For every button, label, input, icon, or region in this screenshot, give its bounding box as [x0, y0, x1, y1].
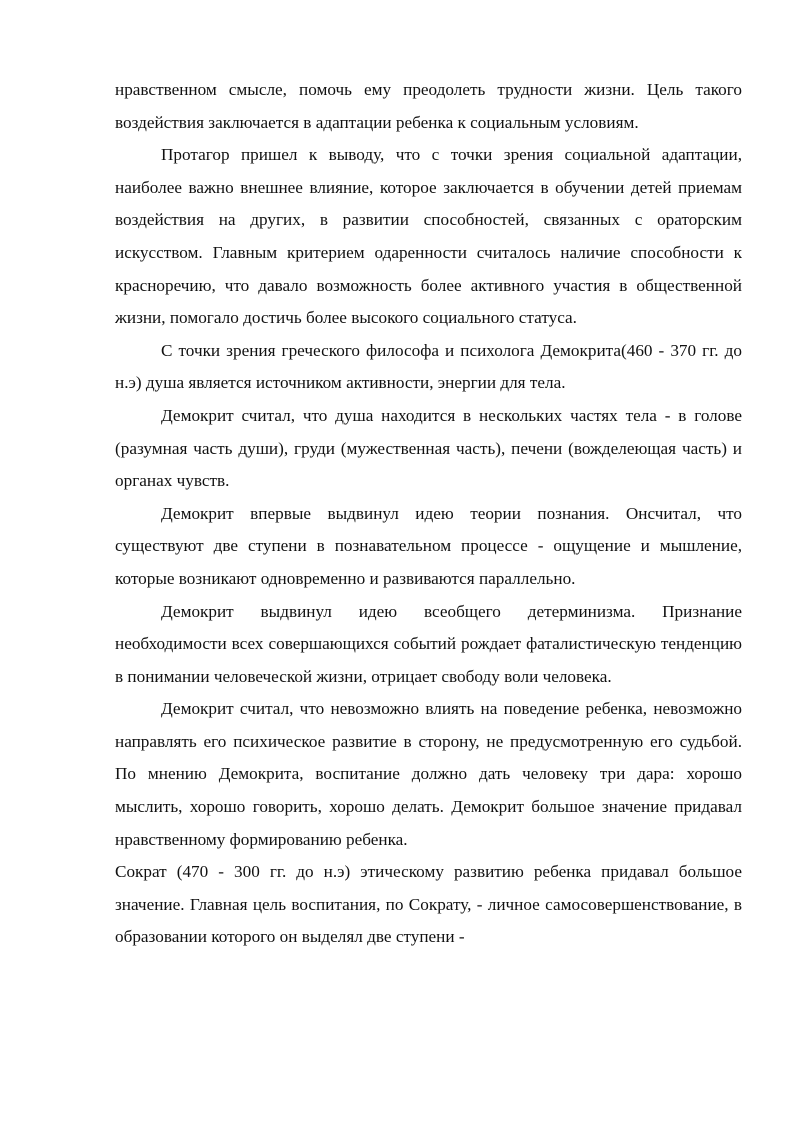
paragraph-8: Сократ (470 - 300 гг. до н.э) этическому развитию ребенка придавал большое значение. Главная цель воспитания, по Сократу, - личное самосовершенствование, в образовании которого он выделял две ступени - — [115, 862, 742, 947]
paragraph-5: Демокрит впервые выдвинул идею теории познания. Онсчитал, что существуют две ступени в познавательном процессе - ощущение и мышление, которые возникают одновременно и развиваются параллельно. — [115, 503, 742, 588]
paragraph-3: С точки зрения греческого философа и психолога Демокрита(460 - 370 гг. до н.э) душа является источником активности, энергии для тела. — [115, 340, 742, 393]
document-body — [115, 74, 742, 954]
paragraph-1: нравственном смысле, помочь ему преодолеть трудности жизни. Цель такого воздействия заключается в адаптации ребенка к социальным условиям. — [115, 80, 742, 132]
paragraph-2: Протагор пришел к выводу, что с точки зрения социальной адаптации, наиболее важно внешнее влияние, которое заключается в обучении детей приемам воздействия на других, в развитии способностей, связанных с ораторским искусством. Главным критерием одаренности считалось наличие способности к красноречию, что давало возможность более активного участия в общественной жизни, помогало достичь более высокого социального статуса. — [115, 145, 742, 328]
paragraph-6: Демокрит выдвинул идею всеобщего детерминизма. Признание необходимости всех совершающихся событий рождает фаталистическую тенденцию в понимании человеческой жизни, отрицает свободу воли человека. — [115, 601, 742, 686]
paragraph-7: Демокрит считал, что невозможно влиять на поведение ребенка, невозможно направлять его психическое развитие в сторону, не предусмотренную его судьбой. По мнению Демокрита, воспитание должно дать человеку три дара: хорошо мыслить, хорошо говорить, хорошо делать. Демокрит большое значение придавал нравственному формированию ребенка. — [115, 699, 742, 849]
paragraph-4: Демокрит считал, что душа находится в нескольких частях тела - в голове (разумная часть души), груди (мужественная часть), печени (вожделеющая часть) и органах чувств. — [115, 405, 742, 491]
